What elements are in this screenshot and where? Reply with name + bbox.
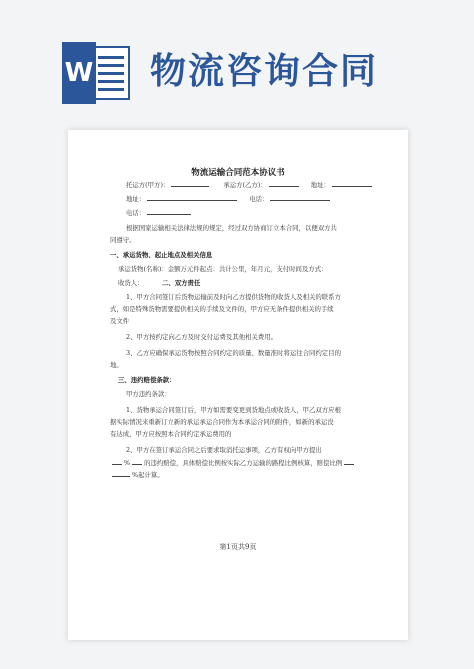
intro-line-2: 同遵守。: [110, 236, 136, 244]
s2-p3-line-2: 地。: [110, 361, 123, 369]
word-badge: W: [62, 42, 96, 104]
penalty-blank-2[interactable]: [344, 458, 354, 465]
penalty-blank-1a[interactable]: [112, 458, 122, 465]
phone2-label: 电话：: [126, 209, 146, 217]
s2-p1-line-1: 1、甲方合同签订后货物运输前及时向乙方提供货物的收货人及相关的联系方: [126, 293, 341, 301]
address1-label: 地址：: [310, 181, 330, 189]
banner-title: 物流咨询合同: [150, 51, 379, 92]
section-2-title: 二、双方责任: [162, 279, 201, 287]
page-footer: 第1页共9页: [219, 543, 257, 551]
phone1-label: 电话：: [249, 195, 269, 203]
carrier-blank[interactable]: [269, 180, 299, 187]
banner: [0, 0, 474, 128]
s3-p1-line-3: 有达成，甲方应按照本合同约定承运费用的: [110, 430, 232, 438]
s3-p2-line-2: [110, 458, 356, 468]
address-line: [126, 194, 332, 204]
s3-p2-line-3-text: %起计算。: [132, 471, 164, 479]
phone2-blank[interactable]: [147, 208, 191, 215]
address1-blank[interactable]: [332, 180, 372, 187]
section-1-title: 一、承运货物、起止地点及相关信息: [110, 251, 213, 259]
phone1-blank[interactable]: [270, 194, 330, 201]
penalty-blank-3[interactable]: [112, 470, 130, 477]
intro-line-1: 根据国家运输相关法律法规的规定，经过双方协商订立本合同，以便双方共: [126, 224, 337, 232]
consignee-line: 收货人：: [118, 279, 144, 287]
s3-p2-line-2-text: 的违约赔偿，具体赔偿比例按实际乙方运输的路程比例核算，赔偿比例: [144, 459, 343, 467]
phone-line: [126, 208, 193, 218]
word-document-icon: [62, 42, 132, 104]
penalty-blank-1b[interactable]: [132, 458, 142, 465]
s3-p1-line-2: 据实际情况来重新订立新的承运承运合同作为本承运合同的附件，如新的承运没: [110, 418, 334, 426]
s2-p3-line-1: 3、乙方应确保承运货物按照合同约定的质量、数量准时将运往合同约定目的: [126, 349, 341, 357]
percent-1: %: [124, 459, 131, 467]
shipper-line: [126, 180, 374, 190]
document-title: 物流运输合同范本协议书: [191, 168, 285, 178]
s2-p1-line-2: 式，如是特殊货物需要提供相关的手续及文件的，甲方应无条件提供相关的手续: [110, 305, 334, 313]
s3-p1-line-1: 1、货物承运合同签订后，甲方如需要变更到货地点或收货人，甲乙双方应根: [126, 406, 341, 414]
document-page: [68, 130, 408, 640]
s2-p2-line: 2、甲方按约定向乙方及时交付运费及其他相关费用。: [126, 333, 278, 341]
section-3-title: 三、违约赔偿条款：: [118, 376, 176, 384]
address2-blank[interactable]: [147, 194, 237, 201]
cargo-line: 承运货物(名称)：金额万元件起点：共计公里，年月元，支付时间及方式：: [118, 265, 328, 273]
s2-p1-line-3: 及文件: [110, 317, 130, 325]
s3-p2-line-1: 2、甲方在签订承运合同之后要求取消托运事项，乙方有权向甲方提出: [126, 446, 322, 454]
s3-p2-line-3: [110, 470, 164, 480]
shipper-blank[interactable]: [171, 180, 209, 187]
shipper-label: 托运方(甲方)：: [126, 181, 170, 189]
address2-label: 地址：: [126, 195, 146, 203]
carrier-label: 承运方(乙方)：: [223, 181, 267, 189]
s3-subtitle: 甲方违约条款：: [126, 390, 171, 398]
